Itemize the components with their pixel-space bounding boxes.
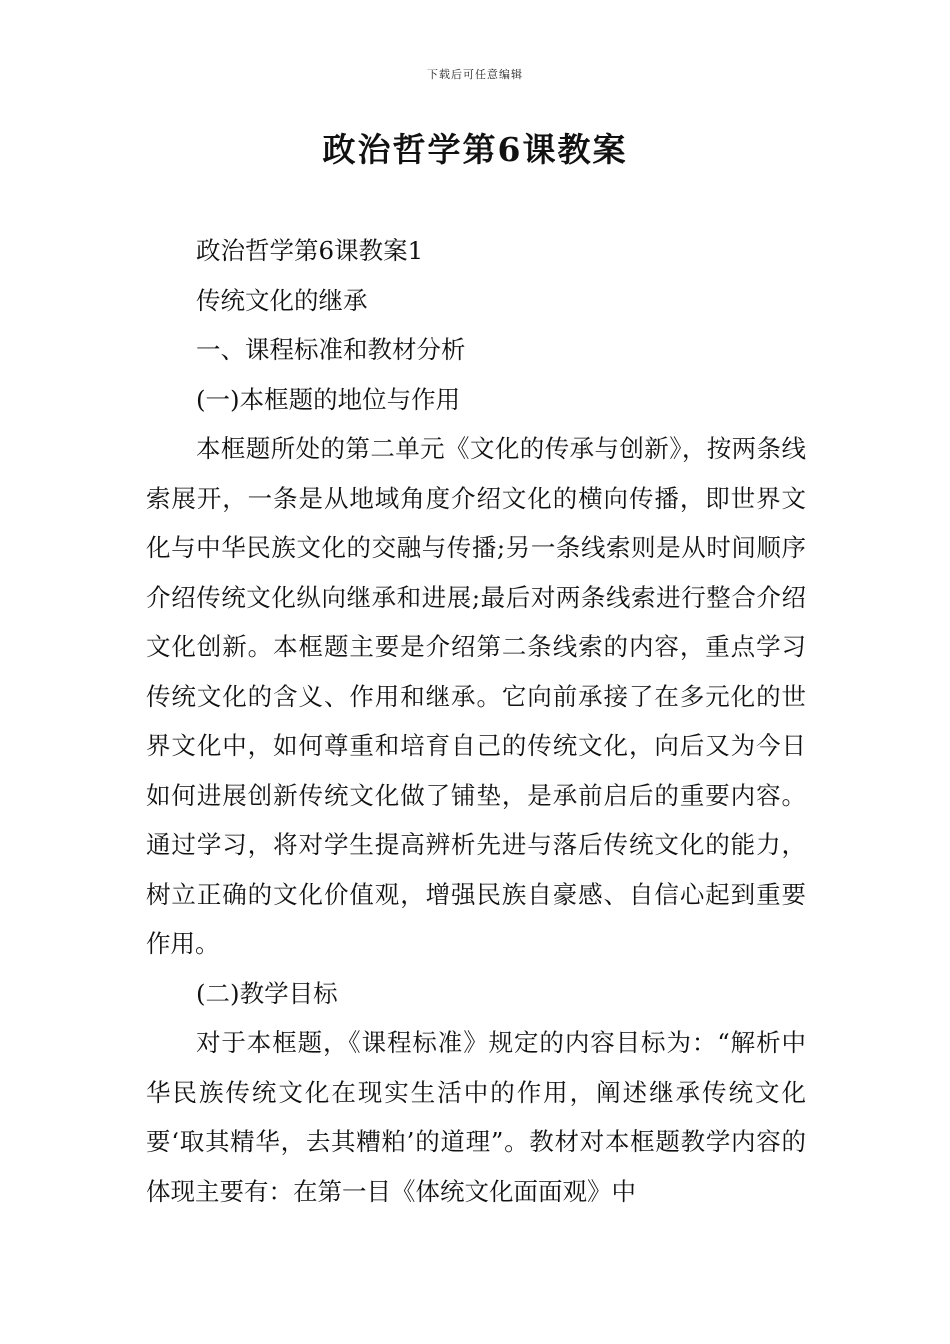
header-note: 下载后可任意编辑 [427, 68, 523, 81]
section-heading-1: 一、课程标准和教材分析 [196, 335, 466, 364]
subsection-heading-2: (二)教学目标 [196, 978, 338, 1008]
lesson-topic: 传统文化的继承 [196, 285, 368, 315]
paragraph-2: 对于本框题，《课程标准》规定的内容目标为：“解析中华民族传统文化在现实生活中的作用，阐述继承传统文化要‘取其精华，去其糟粕’的道理”。教材对本框题教学内容的体现主要有：在第一目《体统文化面面观》中 [146, 1028, 806, 1206]
subsection-heading-1: (一)本框题的地位与作用 [196, 384, 461, 414]
document-title: 政治哲学第6课教案 [322, 130, 628, 169]
document-body [146, 226, 806, 1216]
lesson-subtitle: 政治哲学第6课教案1 [196, 236, 424, 265]
paragraph-1: 本框题所处的第二单元《文化的传承与创新》，按两条线索展开，一条是从地域角度介绍文化的横向传播，即世界文化与中华民族文化的交融与传播;另一条线索则是从时间顺序介绍传统文化纵向继承和进展;最后对两条线索进行整合介绍文化创新。本框题主要是介绍第二条线索的内容，重点学习传统文化的含义、作用和继承。它向前承接了在多元化的世界文化中，如何尊重和培育自己的传统文化，向后又为今日如何进展创新传统文化做了铺垫，是承前启后的重要内容。通过学习，将对学生提高辨析先进与落后传统文化的能力，树立正确的文化价值观，增强民族自豪感、自信心起到重要作用。 [146, 434, 806, 958]
